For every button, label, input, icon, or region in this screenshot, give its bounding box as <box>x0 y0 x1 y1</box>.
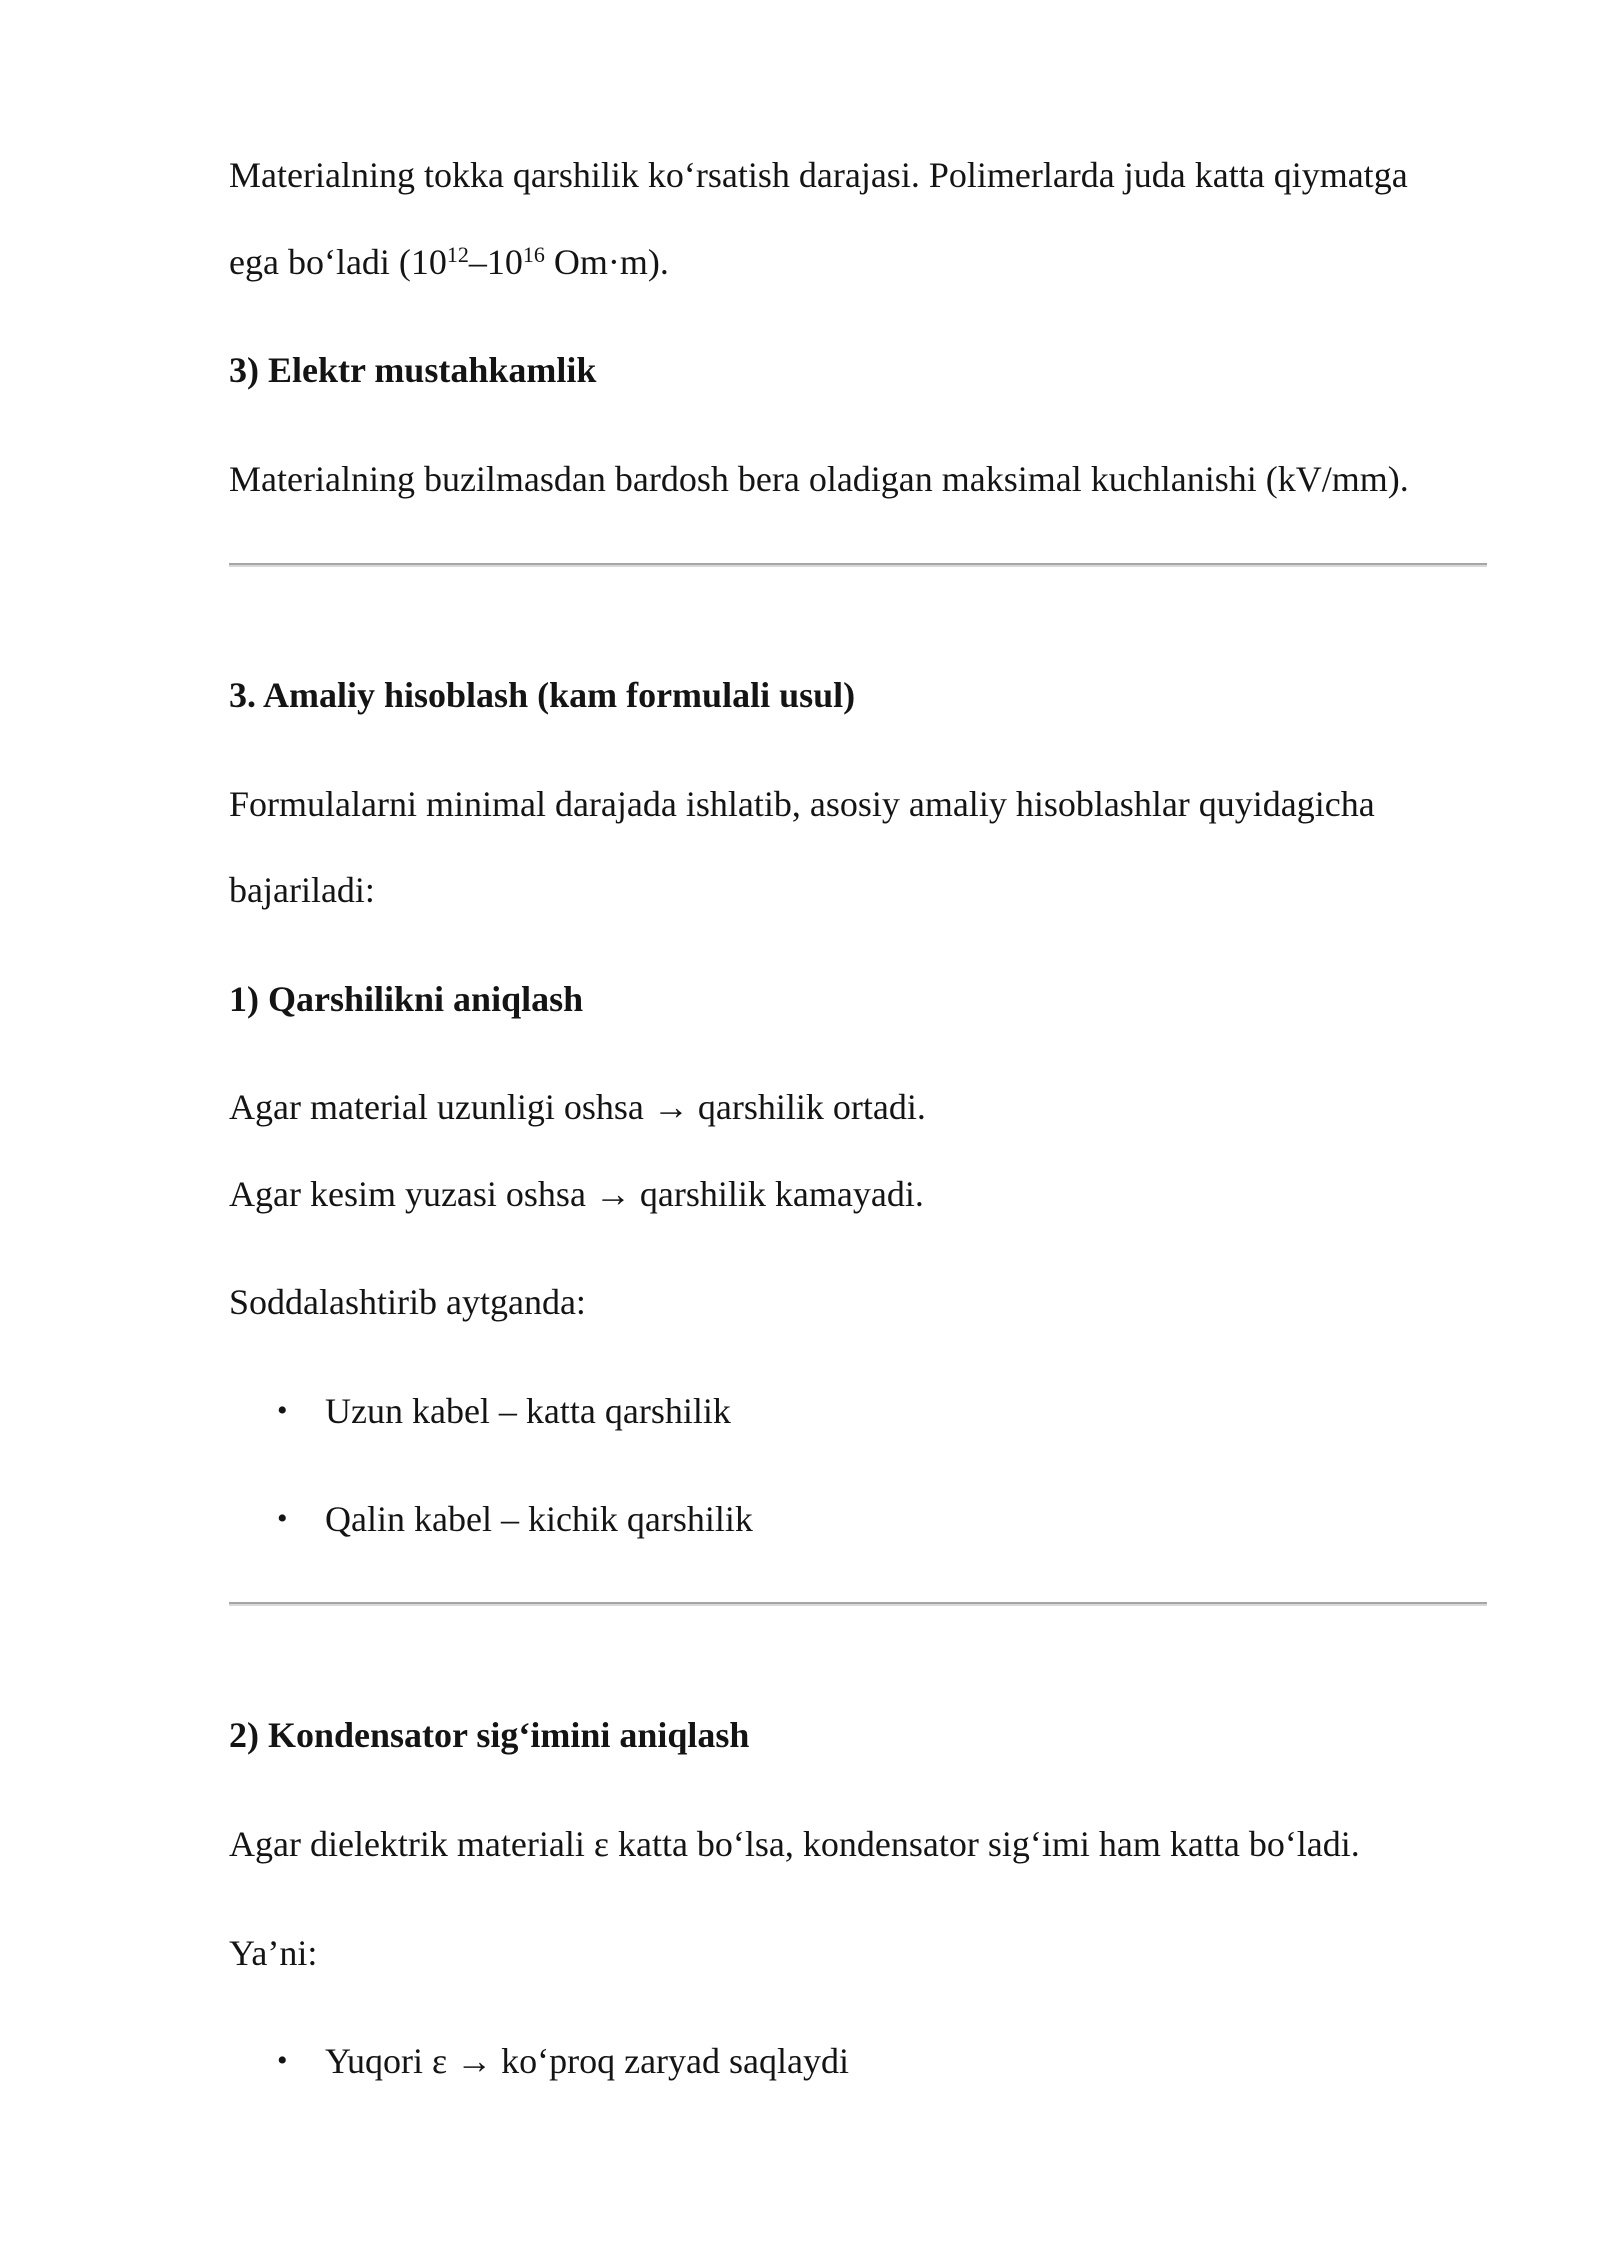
heading-qarshilikni-aniqlash: 1) Qarshilikni aniqlash <box>229 979 584 1019</box>
calc-text-line-2: bajariladi: <box>229 870 375 910</box>
intro-dash: –10 <box>468 242 523 282</box>
horizontal-divider <box>229 1602 1487 1606</box>
intro-line-2-prefix: ega bo‘ladi (10 <box>229 242 447 282</box>
bullet-icon: • <box>277 1502 288 1535</box>
resistance-line-1: Agar material uzunligi oshsa → qarshilik ortadi. <box>229 1087 926 1127</box>
heading-elektr-mustahkamlik: 3) Elektr mustahkamlik <box>229 350 597 390</box>
heading-kondensator-sigimi: 2) Kondensator sig‘imini aniqlash <box>229 1715 750 1755</box>
exponent-16: 16 <box>522 242 545 267</box>
capacitor-summary: Ya’ni: <box>229 1933 318 1973</box>
bullet-icon: • <box>277 1394 288 1427</box>
intro-line-1: Materialning tokka qarshilik ko‘rsatish darajasi. Polimerlarda juda katta qiymatga <box>229 155 1408 195</box>
resistance-summary: Soddalashtirib aytganda: <box>229 1282 586 1322</box>
strength-text: Materialning buzilmasdan bardosh bera oladigan maksimal kuchlanishi (kV/mm). <box>229 459 1409 499</box>
intro-line-2 <box>229 240 669 284</box>
list-item-text: Yuqori ε → ko‘proq zaryad saqlaydi <box>325 2041 849 2081</box>
capacitor-line-1: Agar dielektrik materiali ε katta bo‘lsa, kondensator sig‘imi ham katta bo‘ladi. <box>229 1824 1360 1864</box>
bullet-icon: • <box>277 2044 288 2077</box>
horizontal-divider <box>229 563 1487 567</box>
intro-line-2-suffix: Om·m). <box>544 242 669 282</box>
list-item-text: Uzun kabel – katta qarshilik <box>325 1391 731 1431</box>
heading-amaliy-hisoblash: 3. Amaliy hisoblash (kam formulali usul) <box>229 675 856 715</box>
exponent-12: 12 <box>446 242 469 267</box>
resistance-line-2: Agar kesim yuzasi oshsa → qarshilik kamayadi. <box>229 1174 924 1214</box>
list-item-text: Qalin kabel – kichik qarshilik <box>325 1499 753 1539</box>
calc-text-line-1: Formulalarni minimal darajada ishlatib, asosiy amaliy hisoblashlar quyidagicha <box>229 784 1375 824</box>
